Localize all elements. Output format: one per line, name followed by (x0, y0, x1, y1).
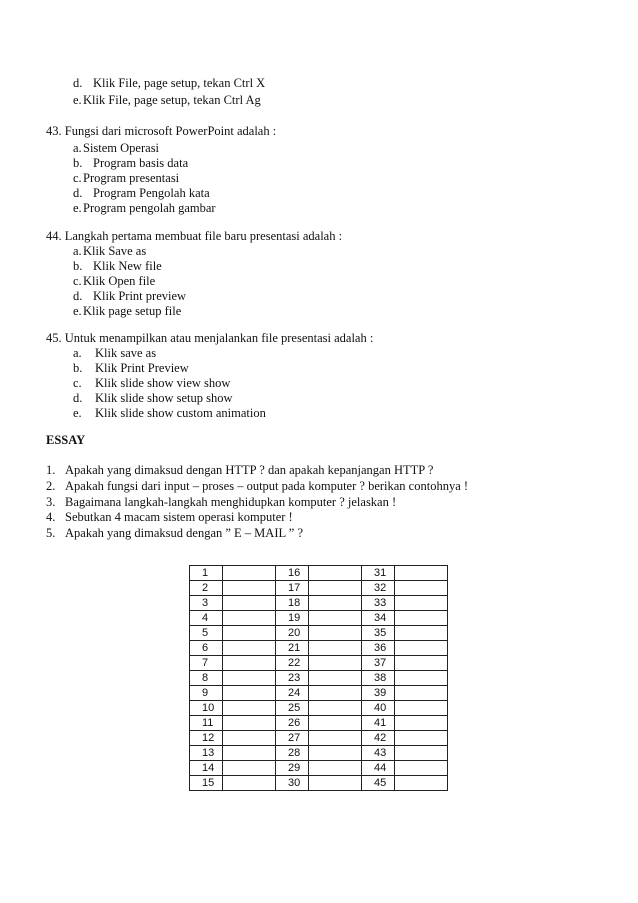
option-line (73, 156, 188, 171)
answer-number-cell: 23 (276, 671, 309, 686)
option-line (73, 346, 156, 361)
answer-number-cell: 25 (276, 701, 309, 716)
option-text: Klik slide show custom animation (95, 406, 266, 420)
answer-number-cell: 21 (276, 641, 309, 656)
answer-number-cell: 43 (362, 746, 395, 761)
answer-number-cell: 28 (276, 746, 309, 761)
option-text: Klik slide show setup show (95, 391, 233, 405)
answer-number-cell: 8 (190, 671, 223, 686)
essay-item (46, 463, 433, 478)
option-text: Klik save as (95, 346, 157, 360)
answer-number-cell: 4 (190, 611, 223, 626)
option-label: d. (73, 289, 83, 303)
essay-item (46, 479, 468, 494)
answer-blank-cell (309, 671, 362, 686)
essay-item (46, 495, 396, 510)
option-label: c. (73, 376, 82, 390)
answer-table-row (190, 731, 448, 746)
option-line (73, 304, 181, 319)
answer-number-cell: 16 (276, 566, 309, 581)
answer-blank-cell (395, 566, 448, 581)
answer-blank-cell (395, 716, 448, 731)
answer-number-cell: 1 (190, 566, 223, 581)
answer-blank-cell (309, 596, 362, 611)
answer-table-row (190, 761, 448, 776)
answer-table-row (190, 671, 448, 686)
option-text: Klik Print Preview (95, 361, 189, 375)
essay-number: 4. (46, 510, 56, 524)
answer-blank-cell (309, 566, 362, 581)
essay-text: Sebutkan 4 macam sistem operasi komputer ! (65, 510, 293, 524)
answer-number-cell: 13 (190, 746, 223, 761)
option-text: Klik Open file (83, 274, 156, 288)
option-text: Sistem Operasi (83, 141, 160, 155)
answer-blank-cell (395, 686, 448, 701)
option-text: Klik Save as (83, 244, 147, 258)
answer-blank-cell (223, 566, 276, 581)
answer-number-cell: 34 (362, 611, 395, 626)
answer-table-row (190, 686, 448, 701)
option-text: Klik File, page setup, tekan Ctrl Ag (83, 93, 261, 107)
answer-blank-cell (395, 611, 448, 626)
question-43: 43. Fungsi dari microsoft PowerPoint adalah : (46, 124, 277, 138)
answer-blank-cell (223, 776, 276, 791)
option-text: Program basis data (93, 156, 189, 170)
answer-blank-cell (223, 761, 276, 776)
essay-number: 3. (46, 495, 56, 509)
essay-item (46, 526, 303, 541)
answer-blank-cell (309, 686, 362, 701)
answer-number-cell: 45 (362, 776, 395, 791)
question-44: 44. Langkah pertama membuat file baru presentasi adalah : (46, 229, 343, 243)
answer-blank-cell (395, 731, 448, 746)
answer-blank-cell (223, 596, 276, 611)
option-text: Program presentasi (83, 171, 180, 185)
answer-number-cell: 27 (276, 731, 309, 746)
answer-blank-cell (395, 656, 448, 671)
answer-number-cell: 41 (362, 716, 395, 731)
answer-blank-cell (309, 761, 362, 776)
essay-number: 5. (46, 526, 56, 540)
option-label: d. (73, 76, 83, 90)
answer-number-cell: 42 (362, 731, 395, 746)
answer-blank-cell (309, 581, 362, 596)
answer-number-cell: 35 (362, 626, 395, 641)
option-label: e. (73, 304, 82, 318)
answer-table-row (190, 746, 448, 761)
answer-blank-cell (223, 611, 276, 626)
answer-blank-cell (395, 596, 448, 611)
option-label: b. (73, 156, 83, 170)
option-line (73, 361, 189, 376)
answer-blank-cell (223, 656, 276, 671)
answer-blank-cell (223, 716, 276, 731)
answer-blank-cell (309, 611, 362, 626)
answer-blank-cell (223, 731, 276, 746)
answer-blank-cell (395, 746, 448, 761)
answer-blank-cell (309, 626, 362, 641)
answer-blank-cell (309, 656, 362, 671)
answer-number-cell: 9 (190, 686, 223, 701)
essay-number: 1. (46, 463, 56, 477)
option-label: b. (73, 361, 83, 375)
answer-blank-cell (223, 671, 276, 686)
option-line (73, 186, 210, 201)
option-label: e. (73, 406, 82, 420)
essay-heading: ESSAY (46, 433, 86, 447)
option-line (73, 201, 216, 216)
answer-blank-cell (395, 776, 448, 791)
answer-number-cell: 37 (362, 656, 395, 671)
option-label: d. (73, 391, 83, 405)
answer-number-cell: 2 (190, 581, 223, 596)
answer-number-cell: 10 (190, 701, 223, 716)
essay-text: Bagaimana langkah-langkah menghidupkan komputer ? jelaskan ! (65, 495, 397, 509)
answer-table-row (190, 641, 448, 656)
answer-table-row (190, 626, 448, 641)
option-text: Klik File, page setup, tekan Ctrl X (93, 76, 266, 90)
answer-table-row (190, 716, 448, 731)
option-label: e. (73, 201, 82, 215)
answer-table-row (190, 596, 448, 611)
option-line (73, 76, 265, 91)
option-label: a. (73, 244, 82, 258)
option-text: Klik New file (93, 259, 162, 273)
option-line (73, 391, 233, 406)
option-label: d. (73, 186, 83, 200)
essay-text: Apakah yang dimaksud dengan ” E – MAIL ” ? (65, 526, 304, 540)
option-line (73, 171, 179, 186)
option-line (73, 259, 162, 274)
answer-blank-cell (395, 701, 448, 716)
option-label: a. (73, 141, 82, 155)
answer-number-cell: 38 (362, 671, 395, 686)
answer-blank-cell (395, 761, 448, 776)
option-line (73, 289, 186, 304)
answer-table-row (190, 656, 448, 671)
option-text: Klik page setup file (83, 304, 182, 318)
answer-blank-cell (309, 746, 362, 761)
answer-table-row (190, 566, 448, 581)
answer-blank-cell (309, 641, 362, 656)
answer-blank-cell (395, 626, 448, 641)
essay-item (46, 510, 293, 525)
answer-blank-cell (395, 581, 448, 596)
option-line (73, 274, 155, 289)
answer-table-row (190, 581, 448, 596)
answer-blank-cell (309, 701, 362, 716)
option-line (73, 141, 159, 156)
answer-number-cell: 44 (362, 761, 395, 776)
option-label: e. (73, 93, 82, 107)
answer-number-cell: 39 (362, 686, 395, 701)
answer-number-cell: 22 (276, 656, 309, 671)
option-label: c. (73, 274, 82, 288)
answer-number-cell: 19 (276, 611, 309, 626)
answer-number-cell: 36 (362, 641, 395, 656)
answer-number-cell: 20 (276, 626, 309, 641)
answer-number-cell: 32 (362, 581, 395, 596)
answer-number-cell: 7 (190, 656, 223, 671)
option-label: b. (73, 259, 83, 273)
option-text: Klik slide show view show (95, 376, 231, 390)
answer-number-cell: 33 (362, 596, 395, 611)
answer-number-cell: 26 (276, 716, 309, 731)
option-line (73, 376, 230, 391)
answer-number-cell: 14 (190, 761, 223, 776)
answer-blank-cell (395, 671, 448, 686)
essay-text: Apakah yang dimaksud dengan HTTP ? dan apakah kepanjangan HTTP ? (65, 463, 434, 477)
answer-number-cell: 18 (276, 596, 309, 611)
answer-number-cell: 40 (362, 701, 395, 716)
answer-table-row (190, 611, 448, 626)
answer-number-cell: 11 (190, 716, 223, 731)
answer-number-cell: 3 (190, 596, 223, 611)
answer-blank-cell (223, 686, 276, 701)
answer-blank-cell (309, 776, 362, 791)
answer-blank-cell (309, 731, 362, 746)
answer-number-cell: 12 (190, 731, 223, 746)
option-text: Program Pengolah kata (93, 186, 210, 200)
answer-table (189, 565, 448, 791)
answer-table-row (190, 776, 448, 791)
option-line (73, 406, 266, 421)
answer-blank-cell (395, 641, 448, 656)
option-label: c. (73, 171, 82, 185)
option-line (73, 244, 146, 259)
option-text: Klik Print preview (93, 289, 187, 303)
answer-number-cell: 31 (362, 566, 395, 581)
answer-blank-cell (223, 746, 276, 761)
option-text: Program pengolah gambar (83, 201, 216, 215)
answer-number-cell: 17 (276, 581, 309, 596)
answer-blank-cell (223, 641, 276, 656)
answer-number-cell: 24 (276, 686, 309, 701)
question-45: 45. Untuk menampilkan atau menjalankan file presentasi adalah : (46, 331, 374, 345)
option-line (73, 93, 261, 108)
answer-number-cell: 30 (276, 776, 309, 791)
answer-blank-cell (223, 626, 276, 641)
essay-text: Apakah fungsi dari input – proses – output pada komputer ? berikan contohnya ! (65, 479, 469, 493)
answer-number-cell: 5 (190, 626, 223, 641)
answer-blank-cell (223, 701, 276, 716)
answer-blank-cell (223, 581, 276, 596)
answer-number-cell: 29 (276, 761, 309, 776)
answer-blank-cell (309, 716, 362, 731)
option-label: a. (73, 346, 82, 360)
essay-number: 2. (46, 479, 56, 493)
answer-table-row (190, 701, 448, 716)
answer-number-cell: 6 (190, 641, 223, 656)
answer-number-cell: 15 (190, 776, 223, 791)
